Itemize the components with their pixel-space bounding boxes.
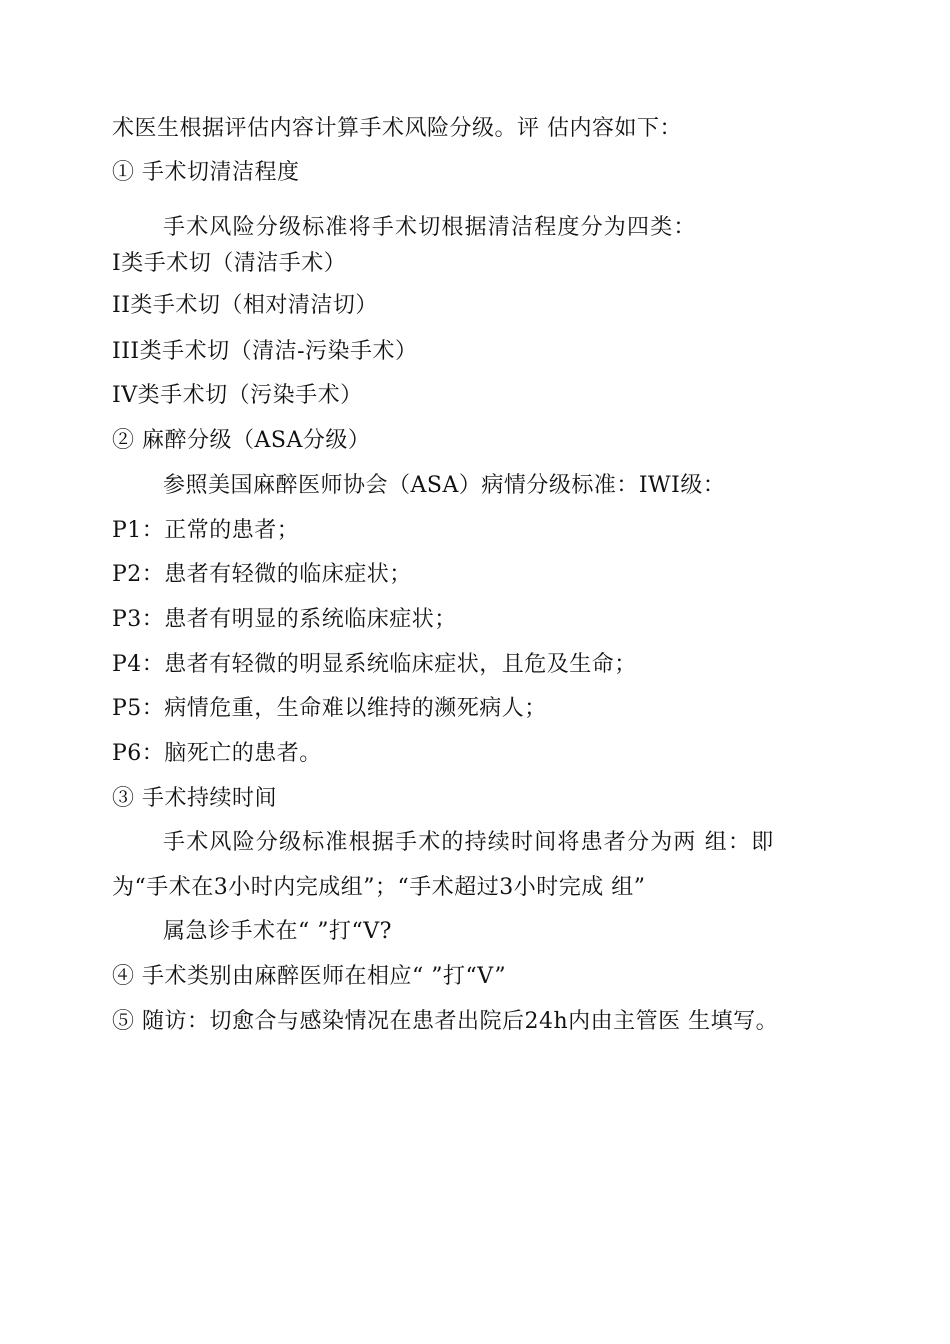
paragraph-asa-reference: 参照美国麻醉医师协会（ASA）病情分级标准：IWI级：	[163, 473, 726, 498]
list-item-p4: P4：患者有轻微的明显系统临床症状，且危及生命；	[112, 652, 637, 677]
list-item-class-ii: II类手术切（相对清洁切）	[112, 293, 378, 318]
section-heading-operation-category: ④ 手术类别由麻醉医师在相应“ ”打“V”	[112, 964, 507, 989]
section-heading-operation-duration: ③ 手术持续时间	[112, 786, 277, 811]
list-item-p3: P3：患者有明显的系统临床症状；	[112, 607, 457, 632]
section-heading-follow-up: ⑤ 随访：切愈合与感染情况在患者出院后24h内由主管医 生填写。	[112, 1009, 779, 1034]
list-item-class-iv: IV类手术切（污染手术）	[112, 383, 363, 408]
list-item-p5: P5：病情危重，生命难以维持的濒死病人；	[112, 696, 547, 721]
list-item-class-i: I类手术切（清洁手术）	[112, 251, 347, 276]
section-heading-anesthesia-grade: ② 麻醉分级（ASA分级）	[112, 428, 371, 453]
list-item-p2: P2：患者有轻微的临床症状；	[112, 562, 412, 587]
paragraph-duration-groups-continued: 为“手术在3小时内完成组”；“手术超过3小时完成 组”	[112, 875, 646, 900]
list-item-p6: P6：脑死亡的患者。	[112, 741, 322, 766]
list-item-p1: P1：正常的患者；	[112, 518, 300, 543]
text-line-intro: 术医生根据评估内容计算手术风险分级。评 估内容如下：	[112, 116, 682, 141]
section-heading-incision-cleanliness: ① 手术切清洁程度	[112, 160, 300, 185]
paragraph-duration-groups: 手术风险分级标准根据手术的持续时间将患者分为两 组：即	[163, 830, 775, 855]
list-item-class-iii: III类手术切（清洁-污染手术）	[112, 339, 418, 364]
paragraph-cleanliness-classification: 手术风险分级标准将手术切根据清洁程度分为四类：	[163, 215, 697, 240]
paragraph-emergency-mark: 属急诊手术在“ ”打“V?	[163, 919, 392, 944]
